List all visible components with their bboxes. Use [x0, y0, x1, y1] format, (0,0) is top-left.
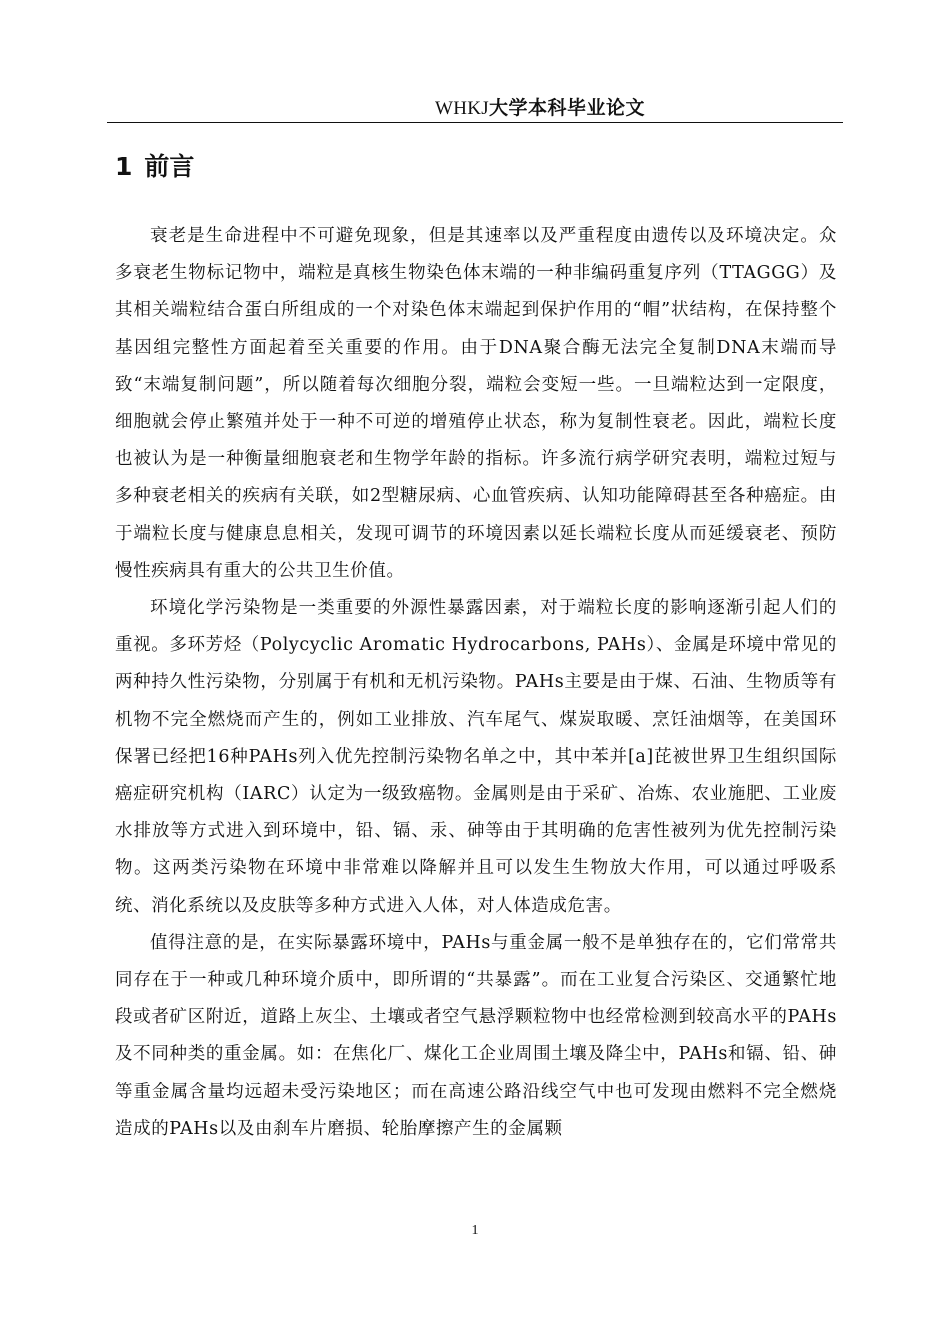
- paragraph-2: 环境化学污染物是一类重要的外源性暴露因素，对于端粒长度的影响逐渐引起人们的重视。多环芳烃（Polycyclic Aromatic Hydrocarbons, PAHs）、金属是环境中常见的两种持久性污染物，分别属于有机和无机污染物。PAHs主要是由于煤、石油、生物质等有机物不完全燃烧而产生的，例如工业排放、汽车尾气、煤炭取暖、烹饪油烟等，在美国环保署已经把16种PAHs列入优先控制污染物名单之中，其中苯并[a]芘被世界卫生组织国际癌症研究机构（IARC）认定为一级致癌物。金属则是由于采矿、冶炼、农业施肥、工业废水排放等方式进入到环境中，铅、镉、汞、砷等由于其明确的危害性被列为优先控制污染物。这两类污染物在环境中非常难以降解并且可以发生生物放大作用，可以通过呼吸系统、消化系统以及皮肤等多种方式进入人体，对人体造成危害。: [115, 598, 837, 916]
- paragraph-3: 值得注意的是，在实际暴露环境中，PAHs与重金属一般不是单独存在的，它们常常共同存在于一种或几种环境介质中，即所谓的“共暴露”。而在工业复合污染区、交通繁忙地段或者矿区附近，道路上灰尘、土壤或者空气悬浮颗粒物中也经常检测到较高水平的PAHs及不同种类的重金属。如：在焦化厂、煤化工企业周围土壤及降尘中，PAHs和镉、铅、砷等重金属含量均远超未受污染地区；而在高速公路沿线空气中也可发现由燃料不完全燃烧造成的PAHs以及由刹车片磨损、轮胎摩擦产生的金属颗: [115, 932, 837, 1139]
- header-rule: [107, 122, 843, 123]
- chapter-number: 1: [115, 152, 133, 181]
- header-cjk-text: 大学本科毕业论文: [488, 97, 645, 119]
- chapter-title-text: 前言: [144, 152, 195, 181]
- chapter-title: [115, 150, 194, 184]
- page-number: 1: [471, 1223, 479, 1238]
- paragraph-1: 衰老是生命进程中不可避免现象，但是其速率以及严重程度由遗传以及环境决定。众多衰老生物标记物中，端粒是真核生物染色体末端的一种非编码重复序列（TTAGGG）及其相关端粒结合蛋白所组成的一个对染色体末端起到保护作用的“帽”状结构，在保持整个基因组完整性方面起着至关重要的作用。由于DNA聚合酶无法完全复制DNA末端而导致“末端复制问题”，所以随着每次细胞分裂，端粒会变短一些。一旦端粒达到一定限度，细胞就会停止繁殖并处于一种不可逆的增殖停止状态，称为复制性衰老。因此，端粒长度也被认为是一种衡量细胞衰老和生物学年龄的指标。许多流行病学研究表明，端粒过短与多种衰老相关的疾病有关联，如2型糖尿病、心血管疾病、认知功能障碍甚至各种癌症。由于端粒长度与健康息息相关，发现可调节的环境因素以延长端粒长度从而延缓衰老、预防慢性疾病具有重大的公共卫生价值。: [115, 226, 837, 581]
- body-text: [115, 218, 837, 1148]
- header-latin-text: WHKJ: [435, 98, 489, 119]
- running-header: [107, 95, 843, 122]
